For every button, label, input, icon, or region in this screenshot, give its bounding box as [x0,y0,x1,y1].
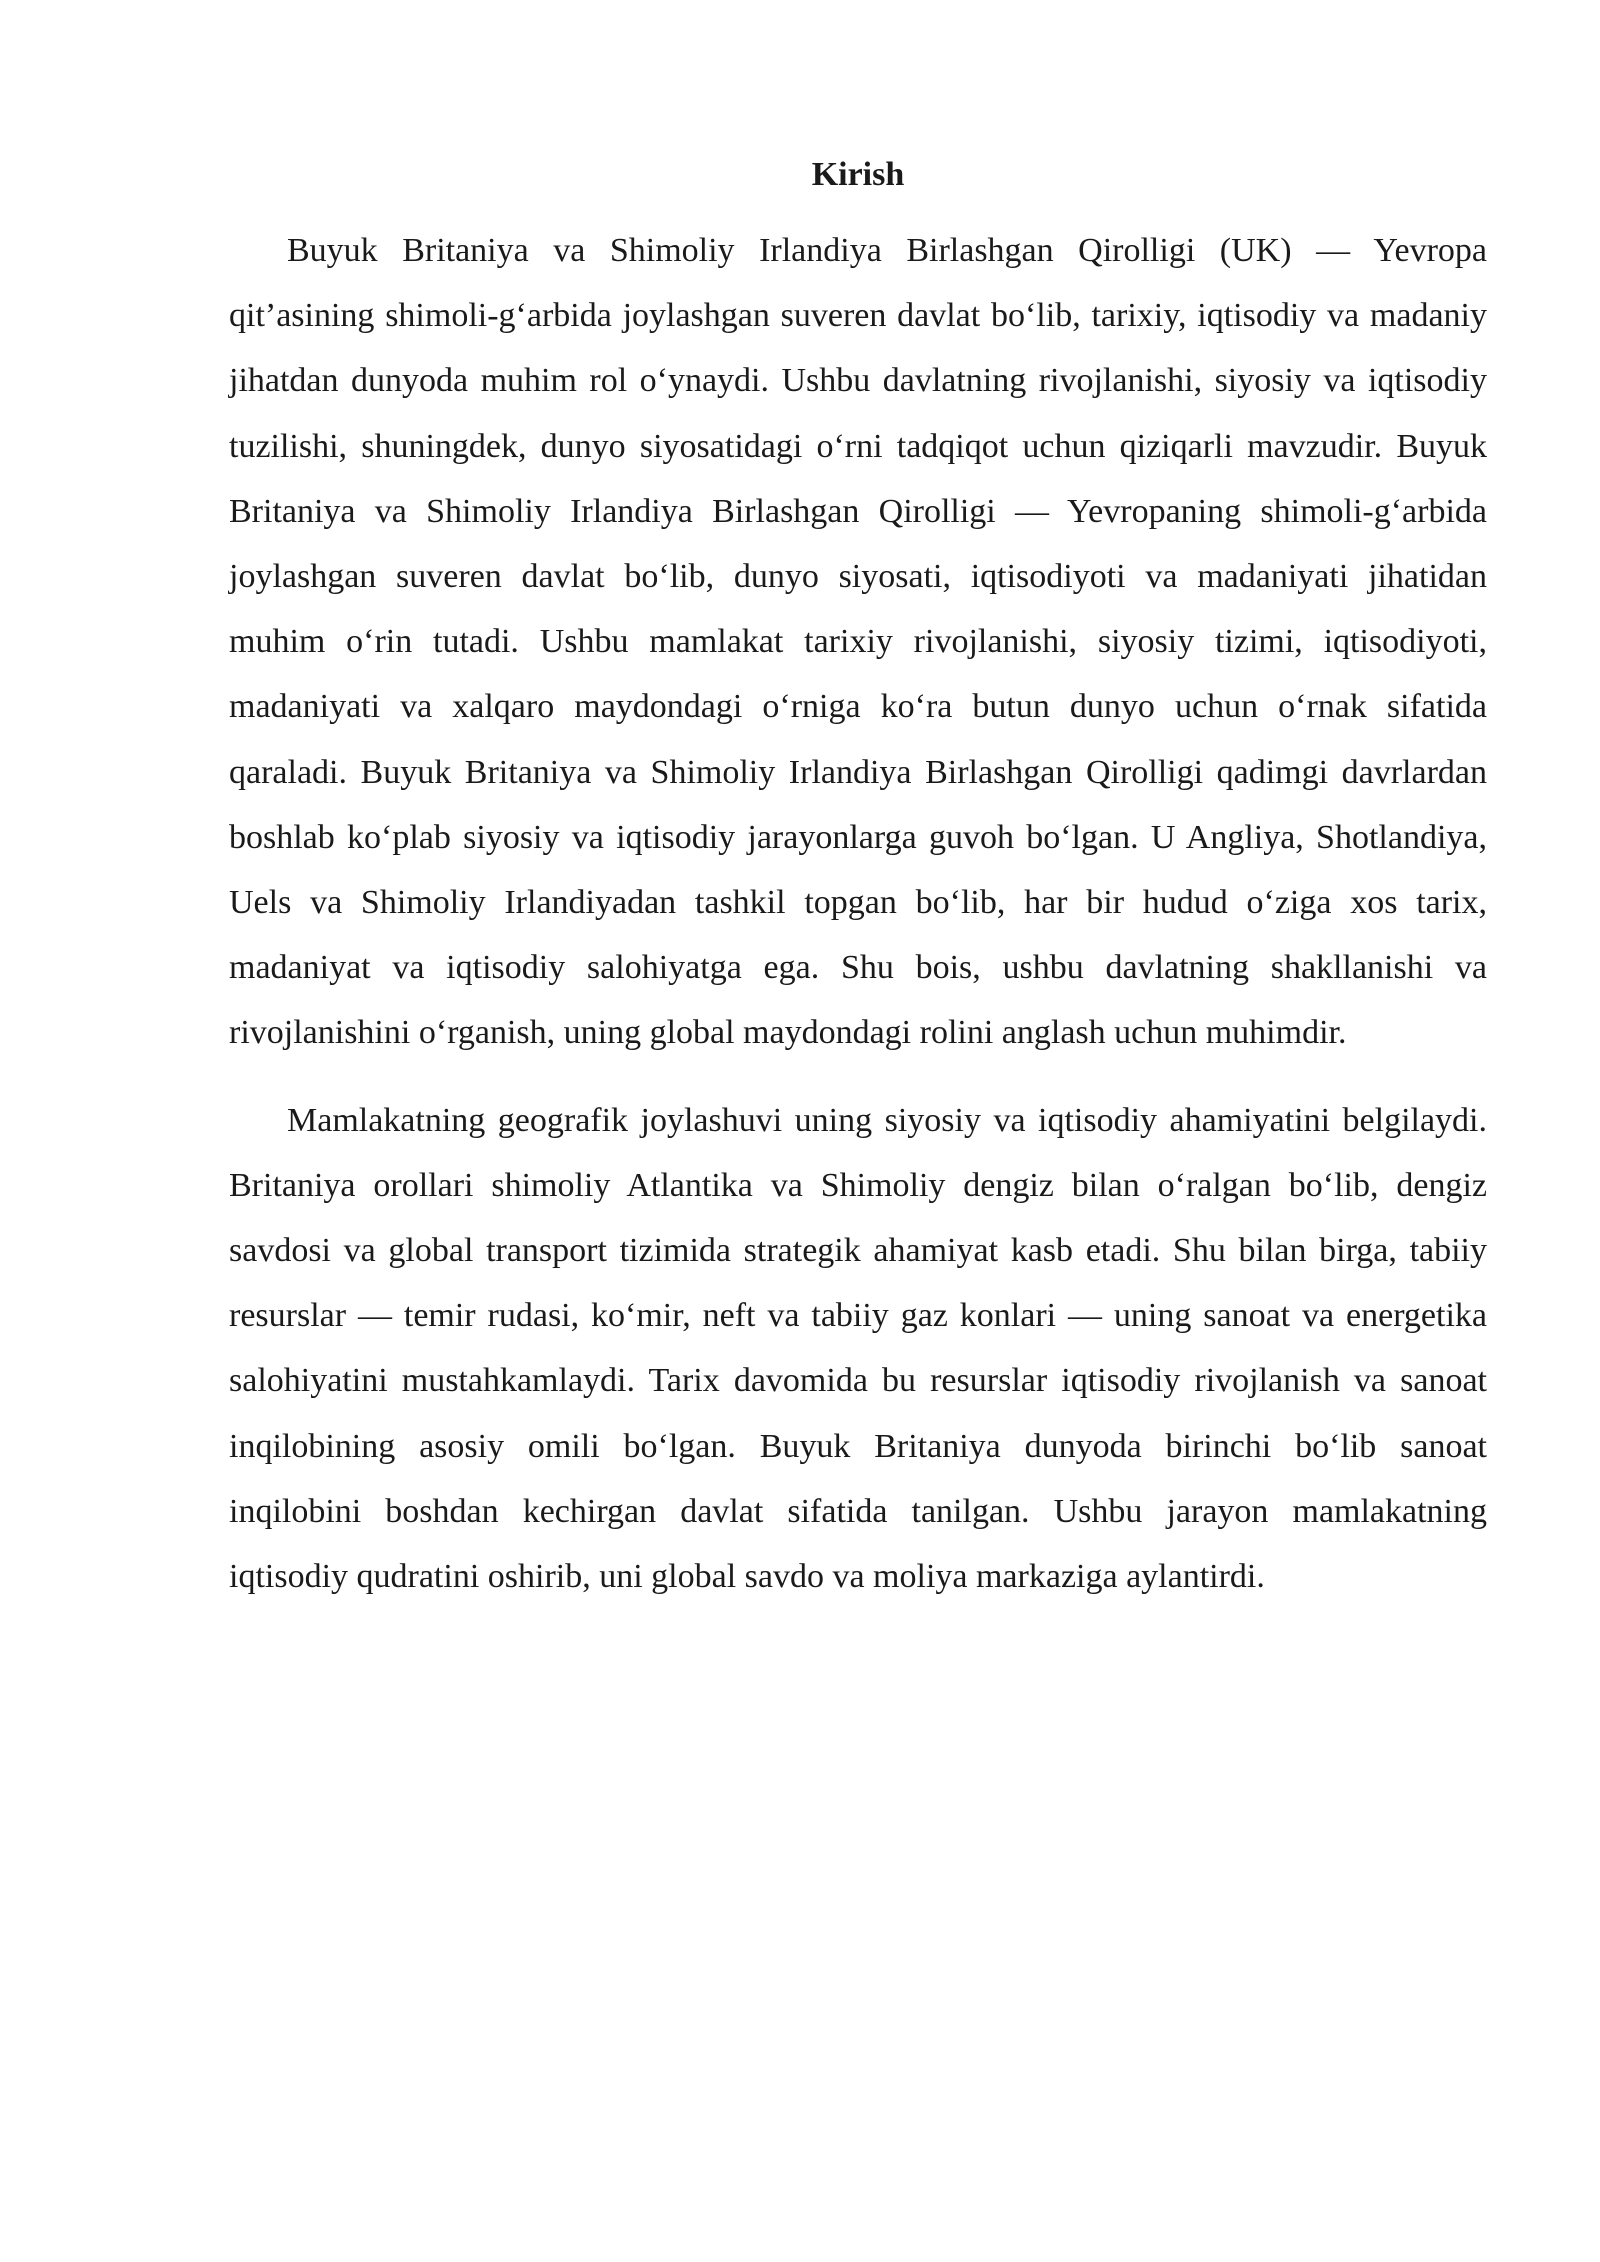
paragraph-geography: Mamlakatning geografik joylashuvi uning siyosiy va iqtisodiy ahamiyatini belgilaydi. Britaniya orollari shimoliy Atlantika va Shimoliy dengiz bilan o‘ralgan bo‘lib, dengiz savdosi va global transport tizimida strategik ahamiyat kasb etadi. Shu bilan birga, tabiiy resurslar — temir rudasi, ko‘mir, neft va tabiiy gaz konlari — uning sanoat va energetika salohiyatini mustahkamlaydi. Tarix davomida bu resurslar iqtisodiy rivojlanish va sanoat inqilobining asosiy omili bo‘lgan. Buyuk Britaniya dunyoda birinchi bo‘lib sanoat inqilobini boshdan kechirgan davlat sifatida tanilgan. Ushbu jarayon mamlakatning iqtisodiy qudratini oshirib, uni global savdo va moliya markaziga aylantirdi. [229,1101,1487,1596]
document-body [229,146,1487,1631]
paragraph-intro: Buyuk Britaniya va Shimoliy Irlandiya Birlashgan Qirolligi (UK) — Yevropa qit’asining shimoli-g‘arbida joylashgan suveren davlat bo‘lib, tarixiy, iqtisodiy va madaniy jihatdan dunyoda muhim rol o‘ynaydi. Ushbu davlatning rivojlanishi, siyosiy va iqtisodiy tuzilishi, shuningdek, dunyo siyosatidagi o‘rni tadqiqot uchun qiziqarli mavzudir. Buyuk Britaniya va Shimoliy Irlandiya Birlashgan Qirolligi — Yevropaning shimoli-g‘arbida joylashgan suveren davlat bo‘lib, dunyo siyosati, iqtisodiyoti va madaniyati jihatidan muhim o‘rin tutadi. Ushbu mamlakat tarixiy rivojlanishi, siyosiy tizimi, iqtisodiyoti, madaniyati va xalqaro maydondagi o‘rniga ko‘ra butun dunyo uchun o‘rnak sifatida qaraladi. Buyuk Britaniya va Shimoliy Irlandiya Birlashgan Qirolligi qadimgi davrlardan boshlab ko‘plab siyosiy va iqtisodiy jarayonlarga guvoh bo‘lgan. U Angliya, Shotlandiya, Uels va Shimoliy Irlandiyadan tashkil topgan bo‘lib, har bir hudud o‘ziga xos tarix, madaniyat va iqtisodiy salohiyatga ega. Shu bois, ushbu davlatning shakllanishi va rivojlanishini o‘rganish, uning global maydondagi rolini anglash uchun muhimdir. [229,232,1487,1052]
section-title: Kirish [811,156,905,193]
